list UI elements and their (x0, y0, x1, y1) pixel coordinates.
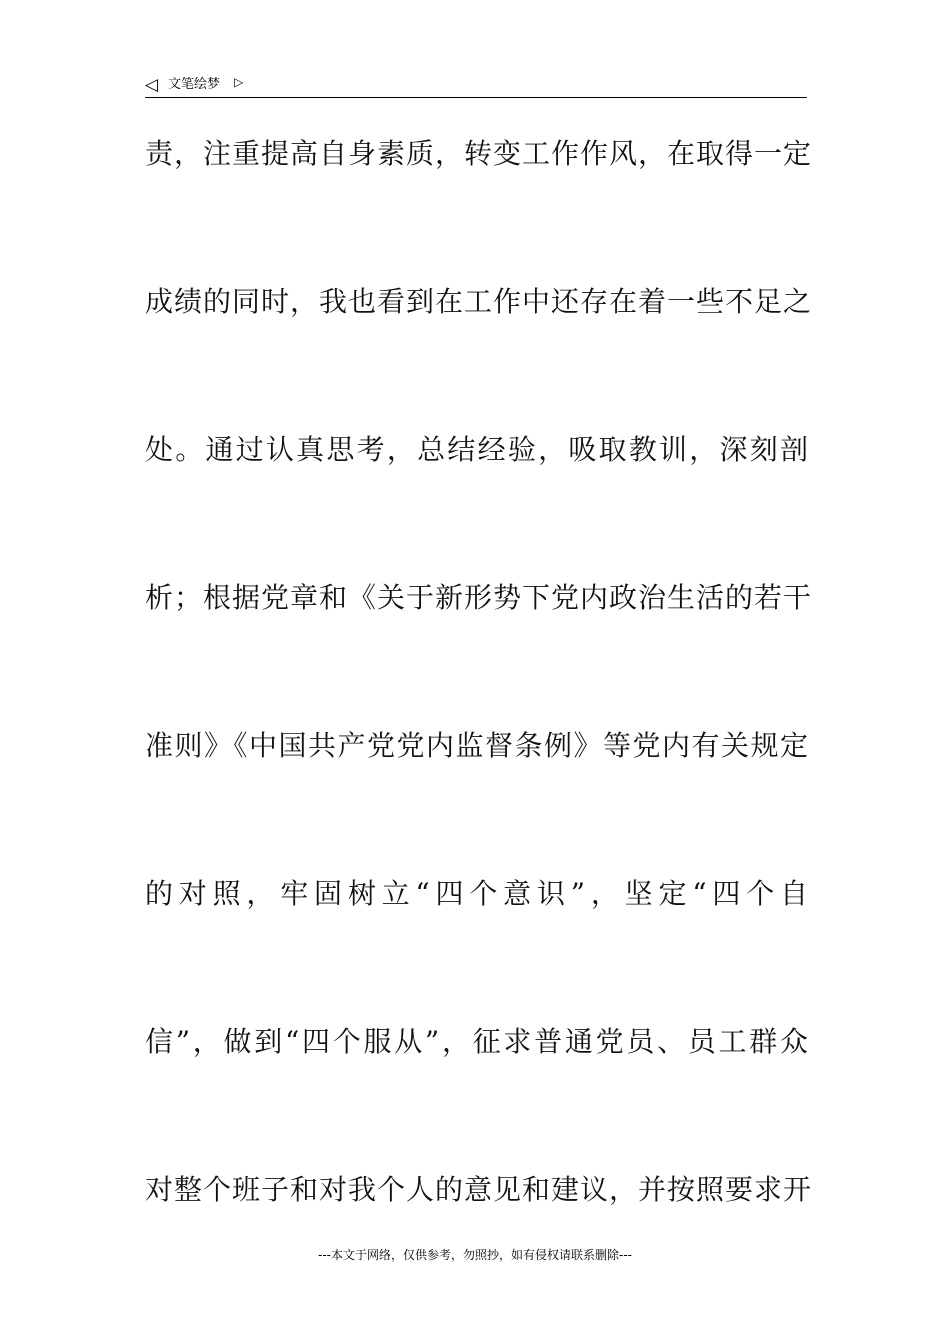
body-line: 准则》《中国共产党党内监督条例》等党内有关规定 (145, 729, 809, 762)
body-line: 对整个班子和对我个人的意见和建议，并按照要求开 (145, 1173, 813, 1206)
body-line: 成绩的同时，我也看到在工作中还存在着一些不足之 (145, 285, 813, 318)
body-line: 责，注重提高自身素质，转变工作作风，在取得一定 (145, 137, 813, 170)
header-title: 文笔绘梦 (168, 77, 221, 92)
footer-disclaimer: ---本文于网络，仅供参考，勿照抄，如有侵权请联系删除--- (318, 1248, 632, 1262)
document-body (145, 137, 813, 1321)
body-line: 的对照，牢固树立“四个意识”，坚定“四个自 (145, 877, 809, 910)
header-divider (145, 97, 807, 98)
right-triangle-icon: ▷ (234, 75, 244, 89)
page-header (145, 74, 807, 98)
body-line: 信”，做到“四个服从”，征求普通党员、员工群众 (145, 1025, 809, 1058)
left-triangle-icon: ◁ (145, 75, 159, 95)
body-line: 处。通过认真思考，总结经验，吸取教训，深刻剖 (145, 433, 809, 466)
body-line: 析；根据党章和《关于新形势下党内政治生活的若干 (145, 581, 813, 614)
